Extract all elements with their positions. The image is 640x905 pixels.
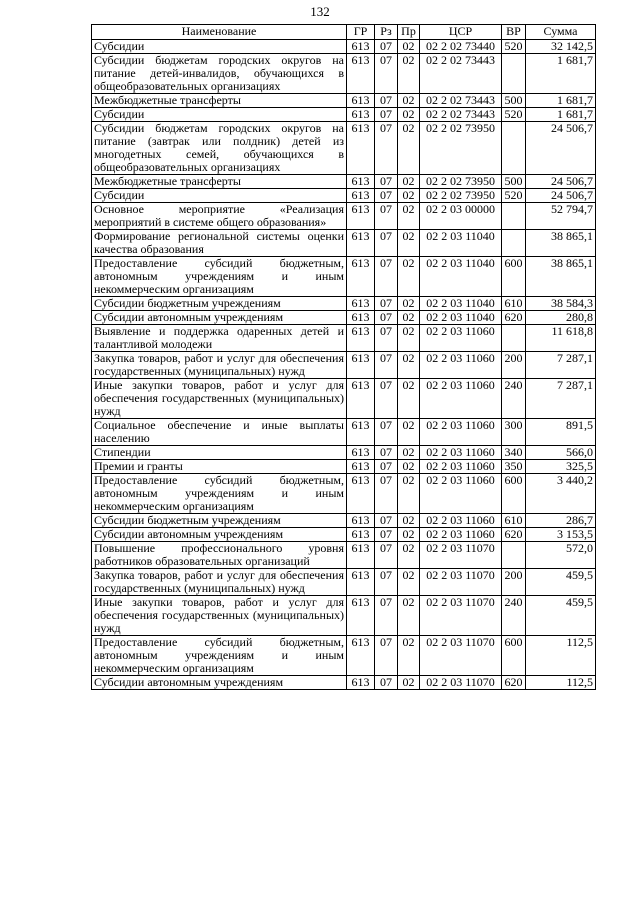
cell-pr: 02	[398, 230, 420, 257]
cell-gr: 613	[347, 108, 375, 122]
cell-gr: 613	[347, 569, 375, 596]
cell-vr: 340	[502, 446, 526, 460]
cell-pr: 02	[398, 419, 420, 446]
cell-gr: 613	[347, 311, 375, 325]
cell-name: Субсидии автономным учреждениям	[92, 311, 347, 325]
cell-name: Субсидии бюджетным учреждениям	[92, 297, 347, 311]
cell-pr: 02	[398, 676, 420, 690]
cell-gr: 613	[347, 189, 375, 203]
cell-name: Межбюджетные трансферты	[92, 94, 347, 108]
cell-sum: 24 506,7	[526, 122, 596, 175]
cell-pr: 02	[398, 528, 420, 542]
cell-name: Иные закупки товаров, работ и услуг для обеспечения государственных (муниципальных) нужд	[92, 596, 347, 636]
cell-gr: 613	[347, 596, 375, 636]
table-row	[92, 596, 596, 636]
table-header-row	[92, 25, 596, 40]
cell-pr: 02	[398, 175, 420, 189]
cell-rz: 07	[375, 325, 398, 352]
column-header-csr: ЦСР	[420, 25, 502, 40]
cell-vr	[502, 203, 526, 230]
column-header-sum: Сумма	[526, 25, 596, 40]
cell-rz: 07	[375, 352, 398, 379]
cell-name: Субсидии	[92, 40, 347, 54]
cell-csr: 02 2 03 11060	[420, 514, 502, 528]
cell-gr: 613	[347, 419, 375, 446]
column-header-pr: Пр	[398, 25, 420, 40]
cell-csr: 02 2 03 11070	[420, 542, 502, 569]
cell-pr: 02	[398, 325, 420, 352]
cell-pr: 02	[398, 108, 420, 122]
cell-sum: 32 142,5	[526, 40, 596, 54]
cell-vr	[502, 122, 526, 175]
cell-csr: 02 2 02 73443	[420, 108, 502, 122]
cell-pr: 02	[398, 379, 420, 419]
cell-pr: 02	[398, 40, 420, 54]
table-row	[92, 352, 596, 379]
cell-vr	[502, 325, 526, 352]
cell-csr: 02 2 03 11060	[420, 446, 502, 460]
cell-gr: 613	[347, 297, 375, 311]
cell-vr: 600	[502, 257, 526, 297]
cell-vr: 600	[502, 474, 526, 514]
cell-csr: 02 2 03 11060	[420, 474, 502, 514]
table-row	[92, 325, 596, 352]
table-row	[92, 460, 596, 474]
cell-name: Выявление и поддержка одаренных детей и талантливой молодежи	[92, 325, 347, 352]
cell-gr: 613	[347, 379, 375, 419]
table-row	[92, 297, 596, 311]
cell-csr: 02 2 03 11060	[420, 419, 502, 446]
column-header-gr: ГР	[347, 25, 375, 40]
cell-sum: 112,5	[526, 676, 596, 690]
cell-gr: 613	[347, 54, 375, 94]
cell-vr: 520	[502, 189, 526, 203]
cell-csr: 02 2 02 73440	[420, 40, 502, 54]
cell-sum: 3 153,5	[526, 528, 596, 542]
table-row	[92, 230, 596, 257]
table-row	[92, 122, 596, 175]
cell-gr: 613	[347, 542, 375, 569]
cell-rz: 07	[375, 596, 398, 636]
table-row	[92, 419, 596, 446]
cell-rz: 07	[375, 94, 398, 108]
cell-vr: 500	[502, 175, 526, 189]
cell-csr: 02 2 03 11040	[420, 230, 502, 257]
cell-sum: 566,0	[526, 446, 596, 460]
table-row	[92, 311, 596, 325]
cell-csr: 02 2 03 11040	[420, 257, 502, 297]
cell-name: Формирование региональной системы оценки качества образования	[92, 230, 347, 257]
page-number: 132	[310, 4, 330, 19]
cell-vr: 620	[502, 311, 526, 325]
cell-name: Стипендии	[92, 446, 347, 460]
cell-sum: 11 618,8	[526, 325, 596, 352]
cell-gr: 613	[347, 636, 375, 676]
table-row	[92, 528, 596, 542]
cell-csr: 02 2 02 73950	[420, 175, 502, 189]
table-row	[92, 189, 596, 203]
cell-csr: 02 2 03 11060	[420, 528, 502, 542]
cell-name: Закупка товаров, работ и услуг для обеспечения государственных (муниципальных) нужд	[92, 352, 347, 379]
cell-vr: 520	[502, 40, 526, 54]
cell-rz: 07	[375, 40, 398, 54]
cell-vr: 500	[502, 94, 526, 108]
cell-rz: 07	[375, 676, 398, 690]
table-row	[92, 40, 596, 54]
cell-csr: 02 2 03 11060	[420, 325, 502, 352]
cell-rz: 07	[375, 514, 398, 528]
cell-rz: 07	[375, 189, 398, 203]
cell-sum: 24 506,7	[526, 189, 596, 203]
cell-name: Социальное обеспечение и иные выплаты населению	[92, 419, 347, 446]
column-header-vr: ВР	[502, 25, 526, 40]
cell-rz: 07	[375, 108, 398, 122]
table-row	[92, 514, 596, 528]
cell-rz: 07	[375, 542, 398, 569]
table-row	[92, 108, 596, 122]
cell-rz: 07	[375, 446, 398, 460]
cell-gr: 613	[347, 676, 375, 690]
table-row	[92, 676, 596, 690]
cell-sum: 38 865,1	[526, 257, 596, 297]
cell-name: Повышение профессионального уровня работников образовательных организаций	[92, 542, 347, 569]
cell-pr: 02	[398, 474, 420, 514]
cell-vr: 300	[502, 419, 526, 446]
cell-name: Закупка товаров, работ и услуг для обеспечения государственных (муниципальных) нужд	[92, 569, 347, 596]
cell-name: Межбюджетные трансферты	[92, 175, 347, 189]
cell-csr: 02 2 03 11070	[420, 636, 502, 676]
cell-vr: 350	[502, 460, 526, 474]
cell-gr: 613	[347, 514, 375, 528]
budget-table	[91, 24, 596, 690]
table-row	[92, 542, 596, 569]
cell-sum: 1 681,7	[526, 94, 596, 108]
cell-pr: 02	[398, 446, 420, 460]
cell-rz: 07	[375, 122, 398, 175]
cell-gr: 613	[347, 325, 375, 352]
cell-sum: 280,8	[526, 311, 596, 325]
table-row	[92, 94, 596, 108]
table-row	[92, 54, 596, 94]
cell-sum: 459,5	[526, 569, 596, 596]
cell-rz: 07	[375, 419, 398, 446]
cell-pr: 02	[398, 189, 420, 203]
cell-name: Предоставление субсидий бюджетным, автономным учреждениям и иным некоммерческим организациям	[92, 636, 347, 676]
cell-pr: 02	[398, 460, 420, 474]
cell-pr: 02	[398, 203, 420, 230]
cell-vr: 620	[502, 528, 526, 542]
cell-gr: 613	[347, 175, 375, 189]
cell-pr: 02	[398, 596, 420, 636]
cell-csr: 02 2 02 73443	[420, 94, 502, 108]
cell-rz: 07	[375, 175, 398, 189]
cell-rz: 07	[375, 230, 398, 257]
cell-gr: 613	[347, 122, 375, 175]
cell-csr: 02 2 03 11060	[420, 352, 502, 379]
cell-name: Предоставление субсидий бюджетным, автономным учреждениям и иным некоммерческим организациям	[92, 257, 347, 297]
cell-name: Субсидии	[92, 189, 347, 203]
table-row	[92, 474, 596, 514]
cell-pr: 02	[398, 257, 420, 297]
table-row	[92, 175, 596, 189]
cell-pr: 02	[398, 352, 420, 379]
cell-rz: 07	[375, 257, 398, 297]
cell-sum: 7 287,1	[526, 352, 596, 379]
cell-gr: 613	[347, 446, 375, 460]
cell-name: Субсидии бюджетам городских округов на питание (завтрак или полдник) детей из многодетных семей, обучающихся в общеобразовательных организациях	[92, 122, 347, 175]
cell-vr: 240	[502, 379, 526, 419]
cell-rz: 07	[375, 297, 398, 311]
cell-pr: 02	[398, 54, 420, 94]
cell-rz: 07	[375, 569, 398, 596]
cell-rz: 07	[375, 54, 398, 94]
cell-vr: 620	[502, 676, 526, 690]
cell-pr: 02	[398, 514, 420, 528]
cell-csr: 02 2 03 11040	[420, 311, 502, 325]
cell-pr: 02	[398, 94, 420, 108]
cell-vr	[502, 230, 526, 257]
cell-name: Субсидии	[92, 108, 347, 122]
cell-name: Субсидии автономным учреждениям	[92, 528, 347, 542]
cell-vr: 240	[502, 596, 526, 636]
cell-rz: 07	[375, 379, 398, 419]
column-header-name: Наименование	[92, 25, 347, 40]
cell-gr: 613	[347, 257, 375, 297]
table-row	[92, 203, 596, 230]
cell-name: Субсидии бюджетам городских округов на питание детей-инвалидов, обучающихся в общеобразовательных организациях	[92, 54, 347, 94]
cell-vr: 600	[502, 636, 526, 676]
cell-pr: 02	[398, 569, 420, 596]
cell-sum: 38 865,1	[526, 230, 596, 257]
cell-sum: 1 681,7	[526, 108, 596, 122]
table-row	[92, 569, 596, 596]
cell-name: Основное мероприятие «Реализация мероприятий в системе общего образования»	[92, 203, 347, 230]
cell-pr: 02	[398, 311, 420, 325]
cell-rz: 07	[375, 203, 398, 230]
cell-csr: 02 2 02 73443	[420, 54, 502, 94]
cell-sum: 52 794,7	[526, 203, 596, 230]
cell-sum: 24 506,7	[526, 175, 596, 189]
cell-gr: 613	[347, 352, 375, 379]
cell-vr: 520	[502, 108, 526, 122]
cell-name: Иные закупки товаров, работ и услуг для обеспечения государственных (муниципальных) нужд	[92, 379, 347, 419]
cell-gr: 613	[347, 474, 375, 514]
cell-rz: 07	[375, 311, 398, 325]
cell-rz: 07	[375, 460, 398, 474]
table-body	[92, 40, 596, 690]
cell-vr	[502, 542, 526, 569]
column-header-rz: Рз	[375, 25, 398, 40]
cell-csr: 02 2 02 73950	[420, 189, 502, 203]
cell-csr: 02 2 03 11070	[420, 569, 502, 596]
table-row	[92, 636, 596, 676]
table-row	[92, 257, 596, 297]
cell-sum: 7 287,1	[526, 379, 596, 419]
cell-sum: 38 584,3	[526, 297, 596, 311]
cell-rz: 07	[375, 528, 398, 542]
cell-csr: 02 2 03 00000	[420, 203, 502, 230]
cell-sum: 325,5	[526, 460, 596, 474]
cell-csr: 02 2 03 11040	[420, 297, 502, 311]
cell-vr: 200	[502, 352, 526, 379]
cell-name: Премии и гранты	[92, 460, 347, 474]
table-row	[92, 379, 596, 419]
cell-sum: 3 440,2	[526, 474, 596, 514]
cell-pr: 02	[398, 122, 420, 175]
cell-rz: 07	[375, 636, 398, 676]
cell-gr: 613	[347, 203, 375, 230]
cell-vr: 200	[502, 569, 526, 596]
cell-name: Субсидии автономным учреждениям	[92, 676, 347, 690]
cell-pr: 02	[398, 297, 420, 311]
cell-gr: 613	[347, 94, 375, 108]
cell-gr: 613	[347, 230, 375, 257]
cell-csr: 02 2 03 11060	[420, 460, 502, 474]
cell-vr: 610	[502, 514, 526, 528]
cell-vr: 610	[502, 297, 526, 311]
cell-csr: 02 2 02 73950	[420, 122, 502, 175]
cell-sum: 459,5	[526, 596, 596, 636]
cell-vr	[502, 54, 526, 94]
cell-sum: 112,5	[526, 636, 596, 676]
cell-gr: 613	[347, 460, 375, 474]
cell-csr: 02 2 03 11070	[420, 676, 502, 690]
cell-pr: 02	[398, 542, 420, 569]
cell-sum: 1 681,7	[526, 54, 596, 94]
cell-sum: 891,5	[526, 419, 596, 446]
cell-csr: 02 2 03 11060	[420, 379, 502, 419]
table-row	[92, 446, 596, 460]
cell-csr: 02 2 03 11070	[420, 596, 502, 636]
cell-name: Субсидии бюджетным учреждениям	[92, 514, 347, 528]
cell-gr: 613	[347, 40, 375, 54]
cell-sum: 286,7	[526, 514, 596, 528]
cell-sum: 572,0	[526, 542, 596, 569]
cell-gr: 613	[347, 528, 375, 542]
cell-name: Предоставление субсидий бюджетным, автономным учреждениям и иным некоммерческим организациям	[92, 474, 347, 514]
cell-rz: 07	[375, 474, 398, 514]
cell-pr: 02	[398, 636, 420, 676]
